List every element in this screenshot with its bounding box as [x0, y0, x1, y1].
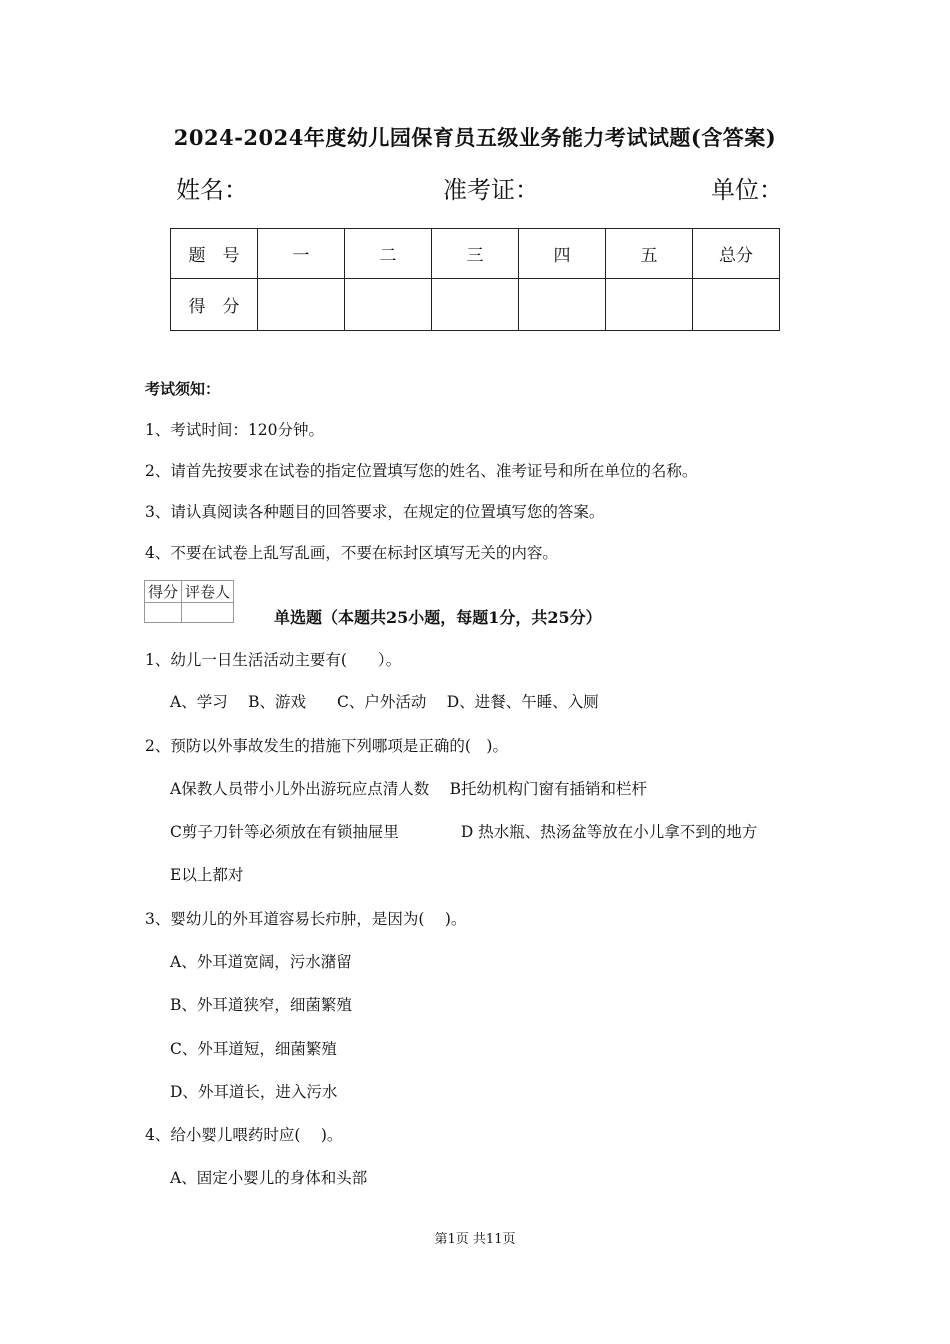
grader-score-label: 得分 [145, 581, 182, 603]
score-cell-total [693, 279, 780, 331]
question-stem: 4、给小婴儿喂药时应( )。 [145, 1126, 343, 1144]
question-option: A保教人员带小儿外出游玩应点清人数 B托幼机构门窗有插销和栏杆 [170, 780, 648, 798]
column-3: 三 [432, 229, 519, 279]
column-2: 二 [345, 229, 432, 279]
note-item: 2、请首先按要求在试卷的指定位置填写您的姓名、准考证号和所在单位的名称。 [145, 462, 698, 480]
section-title: 单选题（本题共25小题，每题1分，共25分） [274, 608, 602, 627]
note-item: 1、考试时间：120分钟。 [145, 421, 324, 439]
question-option: D、外耳道长，进入污水 [170, 1083, 338, 1101]
column-1: 一 [258, 229, 345, 279]
score-header: 得 分 [171, 279, 258, 331]
question-option: B、外耳道狭窄，细菌繁殖 [170, 996, 352, 1014]
score-cell-3 [432, 279, 519, 331]
score-table [170, 228, 780, 331]
column-4: 四 [519, 229, 606, 279]
column-total: 总分 [693, 229, 780, 279]
exam-number-label: 准考证： [443, 176, 539, 204]
name-label: 姓名： [176, 176, 248, 204]
question-option: C剪子刀针等必须放在有锁抽屉里 D 热水瓶、热汤盆等放在小儿拿不到的地方 [170, 823, 758, 841]
question-option: A、学习 B、游戏 C、户外活动 D、进餐、午睡、入厕 [170, 693, 599, 711]
grader-name-label: 评卷人 [182, 581, 234, 603]
score-cell-5 [606, 279, 693, 331]
question-stem: 3、婴幼儿的外耳道容易长疖肿，是因为( )。 [145, 910, 467, 928]
grader-name-cell [182, 603, 234, 623]
score-cell-4 [519, 279, 606, 331]
question-number-header: 题 号 [171, 229, 258, 279]
score-table-score-row [171, 279, 780, 331]
unit-label: 单位： [711, 176, 783, 204]
page-title: 2024-2024年度幼儿园保育员五级业务能力考试试题(含答案) [173, 125, 777, 150]
score-table-header-row [171, 229, 780, 279]
note-item: 3、请认真阅读各种题目的回答要求，在规定的位置填写您的答案。 [145, 503, 605, 521]
column-5: 五 [606, 229, 693, 279]
question-option: A、外耳道宽阔，污水潴留 [170, 953, 352, 971]
notes-title: 考试须知： [145, 380, 221, 398]
page-footer: 第1页 共11页 [434, 1232, 516, 1247]
question-option: A、固定小婴儿的身体和头部 [170, 1169, 368, 1187]
question-option: E以上都对 [170, 866, 244, 884]
grader-score-cell [145, 603, 182, 623]
question-stem: 2、预防以外事故发生的措施下列哪项是正确的( )。 [145, 737, 508, 755]
grader-box [144, 580, 234, 623]
note-item: 4、不要在试卷上乱写乱画，不要在标封区填写无关的内容。 [145, 544, 558, 562]
question-option: C、外耳道短，细菌繁殖 [170, 1040, 337, 1058]
score-cell-1 [258, 279, 345, 331]
question-stem: 1、幼儿一日生活活动主要有( ）。 [145, 651, 402, 669]
score-cell-2 [345, 279, 432, 331]
